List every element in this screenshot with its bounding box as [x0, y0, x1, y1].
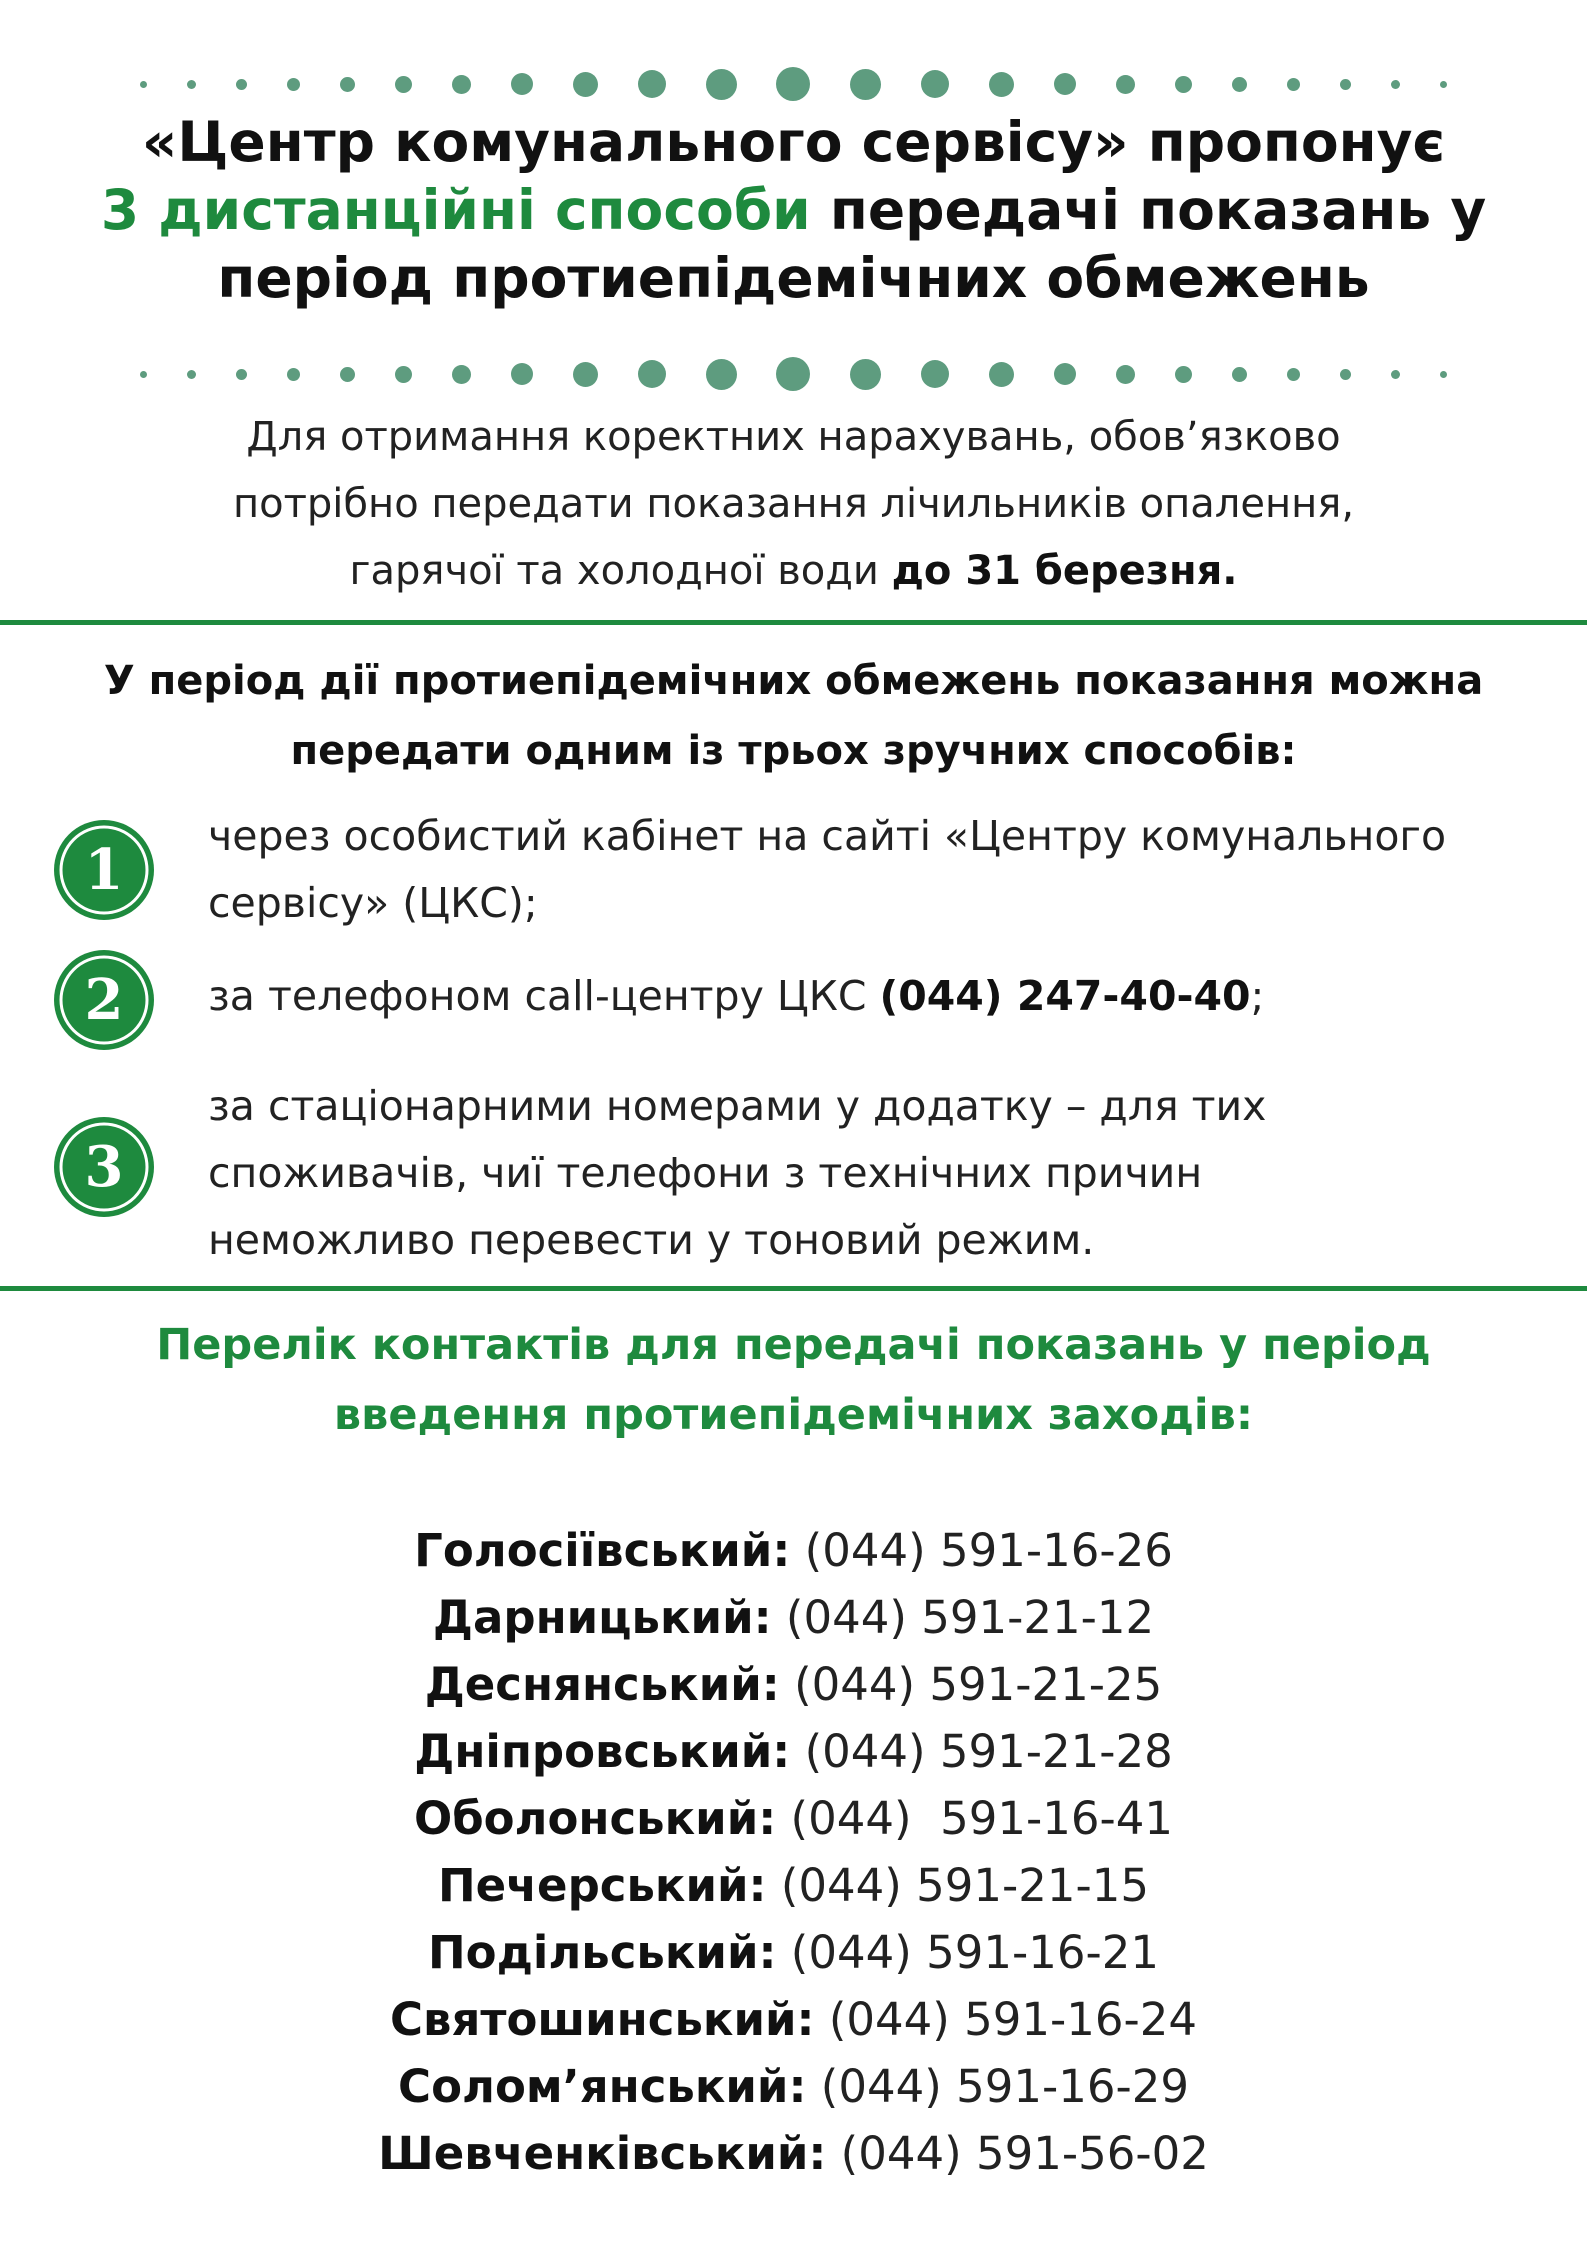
decorative-dot: [989, 362, 1014, 387]
decorative-dot: [706, 359, 737, 390]
decorative-dot: [1175, 366, 1192, 383]
page-title: [40, 108, 1547, 312]
decorative-dot: [850, 359, 881, 390]
district-name: Дарницький:: [432, 1591, 772, 1644]
method-text: [208, 963, 1568, 1030]
decorative-dot: [395, 76, 412, 93]
intro-line-1: Для отримання коректних нарахувань, обов’язково: [246, 414, 1341, 460]
decorative-dot: [638, 70, 666, 98]
badge-number: 3: [84, 1134, 124, 1200]
deadline-text: до 31 березня.: [891, 548, 1238, 594]
decorative-dot: [1232, 367, 1247, 382]
decorative-dot: [236, 79, 247, 90]
district-name: Печерський:: [437, 1859, 767, 1912]
district-name: Оболонський:: [413, 1792, 777, 1845]
district-contact-list: [0, 1517, 1587, 2187]
decorative-dot: [1054, 73, 1076, 95]
decorative-dot: [1391, 80, 1400, 89]
section-divider: [0, 620, 1587, 625]
decorative-dot: [1175, 76, 1192, 93]
decorative-dot: [452, 365, 471, 384]
top-dot-divider: [140, 64, 1447, 104]
district-contact-row: [0, 2053, 1587, 2120]
decorative-dot: [511, 363, 533, 385]
section-divider: [0, 1286, 1587, 1291]
decorative-dot: [1116, 75, 1135, 94]
decorative-dot: [1054, 363, 1076, 385]
district-phone: (044) 591-16-26: [790, 1524, 1173, 1577]
decorative-dot: [1440, 81, 1447, 88]
district-name: Святошинський:: [389, 1993, 815, 2046]
district-phone: (044) 591-56-02: [826, 2127, 1209, 2180]
district-name: Голосіївський:: [414, 1524, 791, 1577]
contacts-heading-line-2: введення протиепідемічних заходів:: [333, 1390, 1254, 1440]
district-name: Дніпровський:: [414, 1725, 791, 1778]
decorative-dot: [1287, 78, 1300, 91]
district-contact-row: [0, 1986, 1587, 2053]
decorative-dot: [1232, 77, 1247, 92]
decorative-dot: [1340, 369, 1351, 380]
decorative-dot: [850, 69, 881, 100]
decorative-dot: [395, 366, 412, 383]
decorative-dot: [921, 360, 949, 388]
call-center-phone: (044) 247-40-40: [879, 972, 1251, 1020]
district-contact-row: [0, 1919, 1587, 1986]
number-1-badge-icon: [52, 818, 156, 922]
intro-line-2: потрібно передати показання лічильників опалення,: [232, 481, 1355, 527]
district-contact-row: [0, 1785, 1587, 1852]
title-line-3: період протиепідемічних обмежень: [217, 246, 1370, 310]
contacts-heading: [20, 1310, 1567, 1450]
decorative-dot: [340, 367, 355, 382]
decorative-dot: [287, 78, 300, 91]
decorative-dot: [452, 75, 471, 94]
decorative-dot: [776, 357, 810, 391]
decorative-dot: [1116, 365, 1135, 384]
district-name: Шевченківський:: [378, 2127, 827, 2180]
district-contact-row: [0, 2120, 1587, 2187]
district-phone: (044) 591-16-24: [814, 1993, 1198, 2046]
method-text-line-3: неможливо перевести у тоновий режим.: [208, 1216, 1095, 1264]
intro-line-3: гарячої та холодної води: [349, 548, 892, 594]
district-phone: (044) 591-21-25: [779, 1658, 1163, 1711]
method-text-line-1: за стаціонарними номерами у додатку – для тих: [208, 1082, 1267, 1130]
district-name: Солом’янський:: [398, 2060, 807, 2113]
method-text-line-2: споживачів, чиї телефони з технічних причин: [208, 1149, 1203, 1197]
decorative-dot: [187, 370, 196, 379]
method-text-prefix: за телефоном call-центру ЦКС: [208, 972, 880, 1020]
decorative-dot: [236, 369, 247, 380]
district-phone: (044) 591-21-15: [766, 1859, 1150, 1912]
decorative-dot: [1340, 79, 1351, 90]
method-text: [208, 1073, 1568, 1274]
methods-heading-line-1: У період дії протиепідемічних обмежень показання можна: [103, 658, 1484, 704]
decorative-dot: [187, 80, 196, 89]
district-phone: (044) 591-16-29: [806, 2060, 1189, 2113]
decorative-dot: [989, 72, 1014, 97]
decorative-dot: [140, 81, 147, 88]
intro-paragraph: [60, 404, 1527, 605]
decorative-dot: [921, 70, 949, 98]
decorative-dot: [573, 72, 598, 97]
contacts-heading-line-1: Перелік контактів для передачі показань у період: [156, 1320, 1431, 1370]
decorative-dot: [1287, 368, 1300, 381]
number-3-badge-icon: [52, 1115, 156, 1219]
decorative-dot: [140, 371, 147, 378]
district-name: Подільський:: [428, 1926, 777, 1979]
method-text-line-1: через особистий кабінет на сайті «Центру комунального: [208, 812, 1447, 860]
decorative-dot: [638, 360, 666, 388]
method-text-suffix: ;: [1250, 972, 1265, 1020]
methods-heading: [20, 646, 1567, 786]
decorative-dot: [776, 67, 810, 101]
decorative-dot: [706, 69, 737, 100]
district-contact-row: [0, 1718, 1587, 1785]
decorative-dot: [340, 77, 355, 92]
district-contact-row: [0, 1584, 1587, 1651]
district-phone: (044) 591-21-12: [771, 1591, 1155, 1644]
title-line-2: передачі показань у: [810, 178, 1487, 242]
method-text-line-2: сервісу» (ЦКС);: [208, 879, 538, 927]
decorative-dot: [1440, 371, 1447, 378]
methods-heading-line-2: передати одним із трьох зручних способів:: [290, 728, 1297, 774]
badge-number: 1: [84, 837, 124, 903]
decorative-dot: [573, 362, 598, 387]
district-phone: (044) 591-21-28: [790, 1725, 1173, 1778]
badge-number: 2: [84, 967, 124, 1033]
title-line-1: «Центр комунального сервісу» пропонує: [141, 110, 1446, 174]
district-contact-row: [0, 1517, 1587, 1584]
decorative-dot: [1391, 370, 1400, 379]
district-contact-row: [0, 1852, 1587, 1919]
district-contact-row: [0, 1651, 1587, 1718]
number-2-badge-icon: [52, 948, 156, 1052]
method-text: [208, 803, 1568, 937]
decorative-dot: [287, 368, 300, 381]
district-phone: (044) 591-16-21: [776, 1926, 1159, 1979]
title-accent: 3 дистанційні способи: [100, 178, 811, 242]
district-phone: (044) 591-16-41: [776, 1792, 1174, 1845]
bottom-dot-divider: [140, 354, 1447, 394]
decorative-dot: [511, 73, 533, 95]
district-name: Деснянський:: [424, 1658, 780, 1711]
